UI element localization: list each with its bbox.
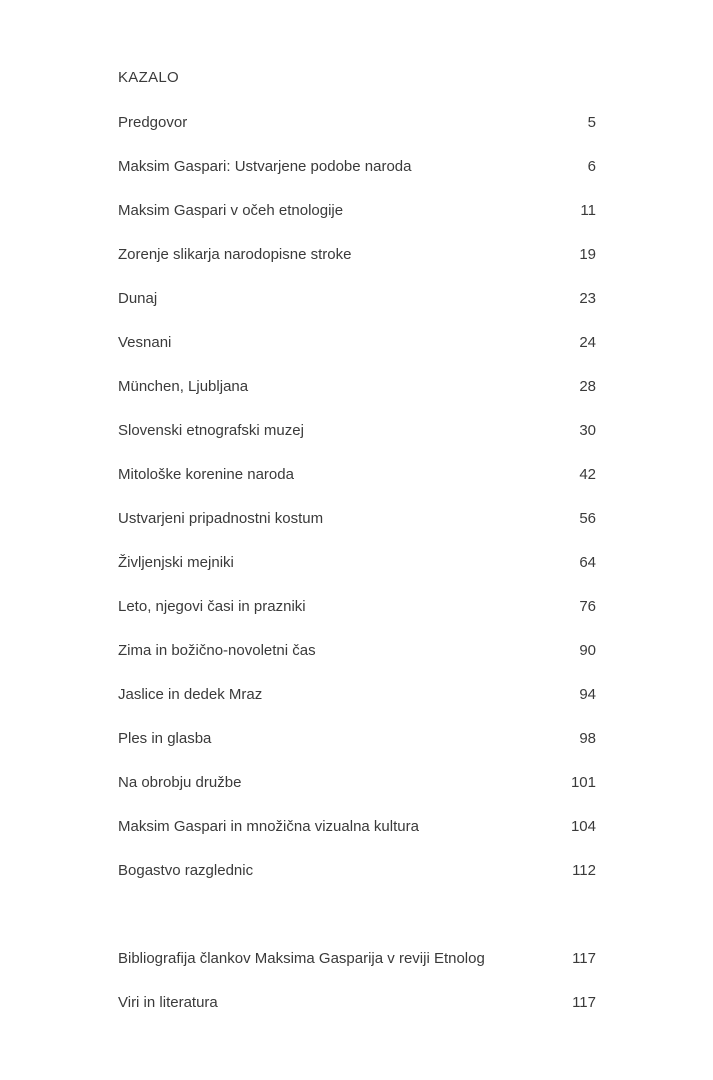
toc-entry [118, 465, 596, 509]
toc-entry-title: Življenjski mejniki [118, 554, 234, 571]
toc-entry-title: Viri in literatura [118, 994, 218, 1011]
toc-entry [118, 157, 596, 201]
toc-entry [118, 861, 596, 905]
toc-entry-title: Mitološke korenine naroda [118, 466, 294, 483]
toc-entry-title: Jaslice in dedek Mraz [118, 686, 263, 703]
toc-entry-page: 98 [579, 730, 596, 747]
toc-entry-page: 28 [579, 378, 596, 395]
toc-entry-page: 5 [587, 114, 596, 131]
toc-entry-title: Zorenje slikarja narodopisne stroke [118, 246, 352, 263]
toc-entry-page: 24 [579, 334, 596, 351]
toc-appendix [118, 949, 596, 1037]
toc-entry [118, 333, 596, 377]
toc-entry-title: Predgovor [118, 114, 188, 131]
toc-entry-title: Ustvarjeni pripadnostni kostum [118, 510, 324, 527]
toc-entry [118, 289, 596, 333]
toc-entry [118, 817, 596, 861]
toc-entry [118, 421, 596, 465]
toc-entry [118, 201, 596, 245]
table-of-contents [118, 113, 596, 905]
toc-entry-page: 90 [579, 642, 596, 659]
toc-entry-title: Leto, njegovi časi in prazniki [118, 598, 306, 615]
toc-entry-page: 6 [587, 158, 596, 175]
toc-entry-title: Bibliografija člankov Maksima Gasparija v reviji Etnolog [118, 950, 485, 967]
toc-entry-page: 23 [579, 290, 596, 307]
toc-entry [118, 729, 596, 773]
toc-entry [118, 377, 596, 421]
toc-entry-title: München, Ljubljana [118, 378, 249, 395]
toc-entry-title: Maksim Gaspari in množična vizualna kultura [118, 818, 419, 835]
toc-entry-title: Bogastvo razglednic [118, 862, 254, 879]
toc-entry-title: Vesnani [118, 334, 172, 351]
toc-entry [118, 993, 596, 1037]
toc-entry-page: 19 [579, 246, 596, 263]
toc-entry-page: 11 [580, 202, 596, 219]
toc-entry [118, 685, 596, 729]
toc-entry-title: Maksim Gaspari v očeh etnologije [118, 202, 344, 219]
toc-entry-title: Dunaj [118, 290, 158, 307]
toc-entry [118, 641, 596, 685]
toc-entry-page: 117 [572, 950, 596, 967]
toc-entry-page: 76 [579, 598, 596, 615]
toc-entry-page: 94 [579, 686, 596, 703]
toc-entry-page: 64 [579, 554, 596, 571]
toc-entry [118, 597, 596, 641]
toc-entry-page: 101 [570, 774, 596, 791]
toc-entry-page: 56 [579, 510, 596, 527]
toc-entry-page: 104 [570, 818, 596, 835]
toc-entry-page: 30 [579, 422, 596, 439]
toc-entry-page: 117 [572, 994, 596, 1011]
toc-entry-title: Ples in glasba [118, 730, 212, 747]
toc-entry-title: Zima in božično-novoletni čas [118, 642, 316, 659]
toc-entry-page: 112 [572, 862, 596, 879]
toc-entry [118, 949, 596, 993]
toc-entry [118, 113, 596, 157]
toc-entry-title: Maksim Gaspari: Ustvarjene podobe naroda [118, 158, 412, 175]
toc-entry [118, 553, 596, 597]
toc-entry-title: Slovenski etnografski muzej [118, 422, 304, 439]
toc-entry [118, 245, 596, 289]
toc-entry-page: 42 [579, 466, 596, 483]
page-title: KAZALO [118, 69, 179, 86]
toc-entry [118, 773, 596, 817]
toc-entry [118, 509, 596, 553]
toc-entry-title: Na obrobju družbe [118, 774, 242, 791]
